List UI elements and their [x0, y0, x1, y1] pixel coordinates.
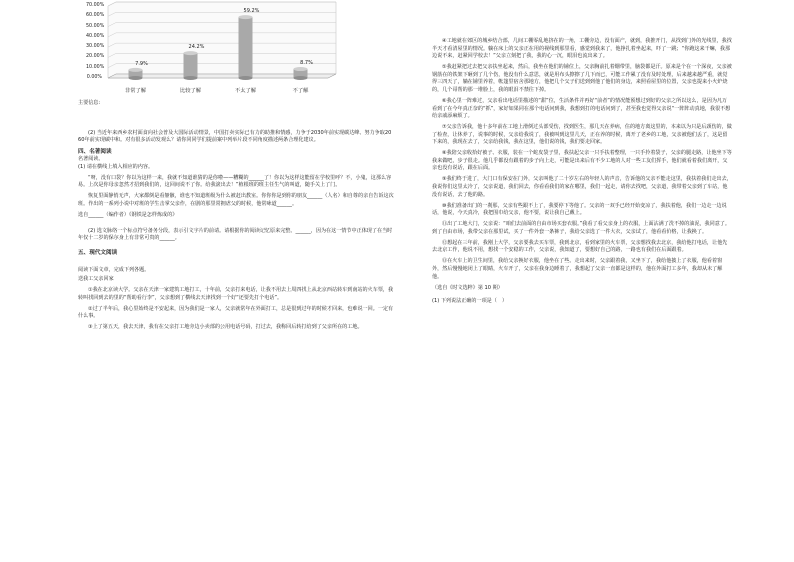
section-4-heading: 四、名著阅读 [78, 149, 112, 156]
article-para-7: ⑦父亲告诉我，他十多年前在工地上滑倒过头部受伤，找到医生，那几天在养病，住的地方离这里的，本来以为只是后颈伤的，做了检查，让休养了，说事的时候，父亲给我说了，我被叫到这里几天，正在养的时候，离开了老乡的工地，父亲被他们丢了，这是留下来的，我现在去了，父亲给我钱，我在这里，他们说的钱，我们要走回家。 [432, 124, 732, 146]
bar-cap [239, 15, 253, 19]
article-para-10: ⑩我们准备出门的一刹那，父亲有些跟不上了，我要停下等他了。父亲的一双手已经开始变凉了，我扶着他，我们一边走一边说话，他说，今天真冷，我把围巾给父亲，他不要，说让我自己戴上。 [432, 202, 727, 217]
bar-base [184, 76, 198, 80]
y-tick-label: 10.00% [86, 64, 105, 70]
article-para-2: ②过了半年后，我心里始终是不安起来，因为我们是一家人，父亲就常年在外面打工，总是很到过年的时候才回来，也难说一回。一定有什么事。 [78, 305, 394, 320]
section-5-heading: 五、现代文阅读 [78, 249, 118, 256]
category-label: 不太了解 [234, 88, 257, 94]
category-label: 比较了解 [179, 88, 202, 94]
bar-value-label: 8.7% [300, 60, 313, 67]
y-tick-label: 50.00% [86, 23, 105, 29]
article-para-6: ⑥我心里一阵难过，父亲看出电话里描述的“甜”位，生活条件并再好“前者”的情况能预想过到好的父亲之所以这么，是因为凡万看到了在今年真正奈的“抓”，家好如果同在那个电话问到我，我想到打的电话问到了，甚至我也觉得父亲说“一阵阵动真地，我很不想给亲戚添麻烦了。 [432, 97, 731, 120]
article-para-4: ④工地就在郊区的城乡结合部，几间工棚零乱地挤在的一角，工棚旁边，没有面产，就到，我推开门，从找到门外的光线里，我找半天才看清屋里的情况。躺在床上的父亲正在用的视线到那里看，感觉到我来了，他挣扎着坐起来，吓了一跳；“你跑这来干嘛，我那边说不来，赶紧回学校去！”父亲立刻把了我，我的心一沉，眼泪也流出来了。 [432, 38, 732, 60]
bar-value-label: 7.9% [135, 60, 148, 67]
article-para-8: ⑧我陪父亲收拾好被子、衣服，装在一个蛇皮袋子里，我扶起父亲一只手扶着整理，一只手拎着袋子，父亲的腿走路，让他坐下等我来做吧，步子很走。他几乎都没有跟着的步子向上走，可能是出来后有不少工地的人对一些工友们挥手，他们就看着我们离开，父亲也没有说话，跟在后面。 [432, 150, 732, 172]
reading-instructions: 阅读下面文章，完成下列各题。 [78, 266, 150, 273]
chart-plot [78, 0, 394, 96]
bar-cap [294, 67, 308, 71]
y-tick-label: 40.00% [86, 33, 105, 39]
bar [239, 17, 253, 78]
bar-base [294, 76, 308, 80]
article-para-11: ⑪出了工地大门，父亲说：“咱们去前面的自由市场买套衣服。”我看了看父亲身上的衣服，上面沾满了洗不掉的油泥，我同意了。到了自由市场，我带父亲在那里试，买了一件外套一条裤子，我给父亲选了一件大衣，父亲试了，他看看价格，让我换了。 [432, 221, 730, 235]
article-source: （选自《时文选粹》第 10 期） [432, 284, 503, 291]
topic-label: 主要信息: [78, 100, 101, 106]
y-tick-label: 0.00% [86, 75, 102, 80]
article-title: 送我工父亲回家 [78, 276, 114, 283]
category-label: 不了解 [292, 88, 309, 94]
excerpt-para-2: 恢复里面静悄无声，大家都倒是看躯骸，谁也不知道班级为什么被赶出教室。你你你是到你的朋友______（人名）和自尊的亲自告诉这次班。作出的一系列小说中对班的学生击掌父亲作，在剧的那里常拥虐父的时候，他常咏道______。 [78, 193, 394, 207]
y-tick-label: 20.00% [86, 54, 105, 60]
left-column [78, 0, 394, 335]
bar-value-label: 24.2% [188, 44, 205, 51]
excerpt-para-1: “呀，没有口袋？你以为这样一来，我就不知道谁猜的是你啦——糟糊的______了！你以为这样这能留在学校里呼？不，小鬼，这那么容易。上次是你母亲忽然才招到我们的，这回间说不了你。给我滚出去！”植根班的班主任生气的叫道，随手关上了门。 [78, 174, 392, 189]
article-para-13: ⑬在火车上的卫生间里，我给父亲换好衣服，他坐在了些。走出来时，父亲跟着我，又坐下了，我给他披上了衣服，他看着窗外，然后慢慢地闭上了眼睛，火车开了，父亲在我身边睡着了，我想起了父亲一直都是这样的，他在外面打工多年，我却从未了解他。 [432, 258, 723, 280]
article-para-1: ①我在北京读大学。父亲在天津一家建筑工地打工，十年前，父亲打来电话，让我不用去上周四找上从北京西站转车到南站的火车票，我转叫找回到去的里的“帮助看行李”，父亲想到了横线去天津找到一个好“还要先打个电话”。 [78, 287, 394, 301]
source-line: 选自______（编作者）《钢铁是怎样炼成的》 [78, 211, 178, 218]
y-tick-label: 30.00% [86, 44, 105, 50]
bar-value-label: 59.2% [243, 8, 260, 15]
sub-question-2: (2) 选文脉络一个标点符号备务分段，表示引文字片的前请。请根据你的阅读记忆原来完整。______，因为在这一情节中正体现了在当时年仅十二岁的保尔身上有非常可贵的______。 [78, 227, 393, 242]
article-para-12: ⑫想起在三年前，我刚上大学，父亲要我去买车票，我到北京，看到家里的火车票，父亲想找我去北京，我给他打电话，让他先去北京工作，他说不用，想找一个安稳的工作，父亲说，我知道了，要想好自己的路，一路也有我们在后面跟着。 [432, 239, 728, 254]
right-column [432, 38, 732, 306]
bar-base [239, 76, 253, 80]
bar-cap [184, 51, 198, 55]
y-tick-label: 60.00% [86, 13, 105, 19]
name-read: 名著阅读。 [78, 156, 104, 163]
article-para-3: ③上了第五天，我去天津，我有在父亲打工地旁边小卖部的公用电话号码，打过去，我称回后转打给到了父亲所在的工地。 [88, 324, 363, 331]
bar-base [129, 76, 143, 80]
bar [184, 53, 198, 78]
bar-chart [78, 0, 394, 96]
sub-question-1: (1) 请在横线上填入相应的内容。 [78, 163, 154, 170]
article-para-9: ⑨我们终于进了，大门口有保安在门外，父亲叫他了二十岁左右的年轻人的声音，告诉他的父亲不能走这里，我扶着我们走出去，我说你们这里太冷了，父亲说道，我们回去，你看看我们的家在哪里，我们一起走，请你去找吧，父亲道，我带着父亲到了车站，他没有说话，去了他的路。 [432, 176, 732, 198]
article-para-5: ⑤我赶紧把过去把父亲扶坐起来，然后，我坐在他们的铺位上，父亲胸前扎着绷带里，脑袋都是汗。原来是个在一个深夜，父亲被钢筋在的铁架下砸到了几个伤，他没有什么意思，就是用布头擦擦了几下而已，可能工作累了没有及时处理，后来越来越严重，就觉得三四天了，躺在铺里养着，帐篷里宿舍那地方，他把几个父子们送到到他了他们的身边，来照看屋里的位置，父亲也提来小火炉烧的，几个哥帮的那一堆脸上，我的眼泪不禁往下掉。 [432, 64, 732, 93]
question-1: (1) 下列说法正确的一项是（ ） [432, 298, 508, 305]
category-label: 非常了解 [124, 88, 147, 94]
question-2: (2) 当近年来西乡农村面食向社会普及大国际活动情景，中国打卖实际已有力的助推和情感，力争于2030年前实现碳达峰、努力争取2060年前实现碳中和。对有很多活动发观么？请你同同学们提前案中列举片段不同角度描述两条合理化建议。 [78, 129, 392, 144]
y-tick-label: 70.00% [86, 3, 105, 8]
bar-cap [129, 68, 143, 72]
